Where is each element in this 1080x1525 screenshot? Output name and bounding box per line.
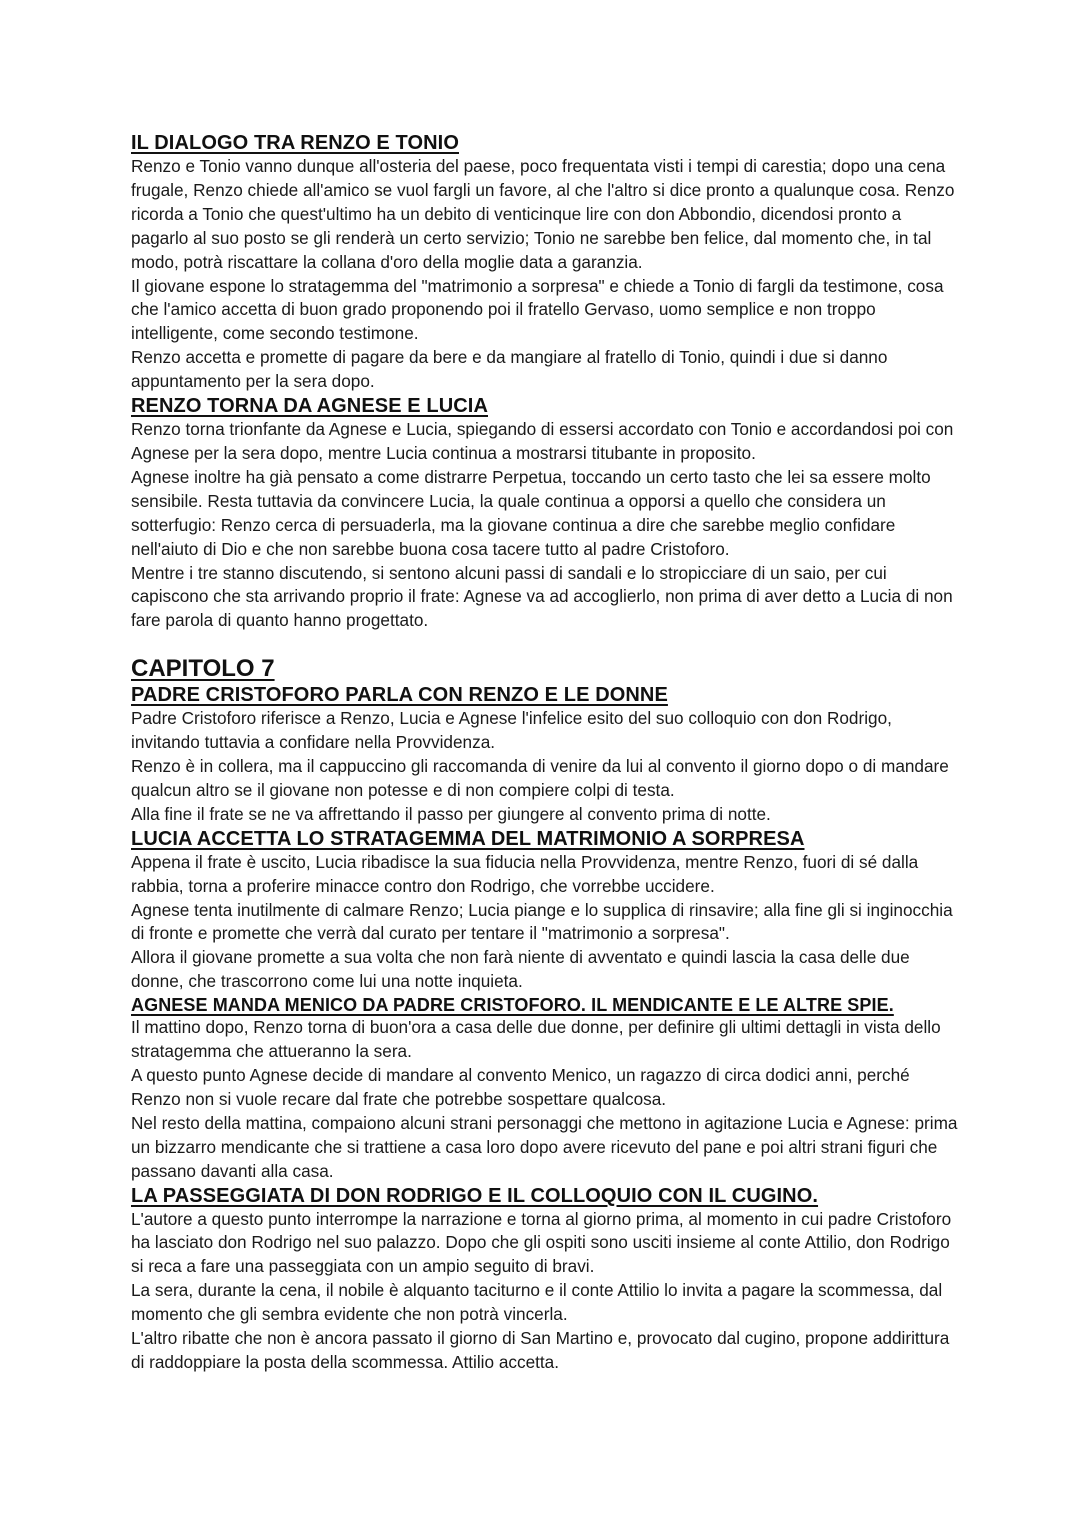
- paragraph: Nel resto della mattina, compaiono alcuni strani personaggi che mettono in agitazione Lucia e Agnese: prima un bizzarro mendicante che si trattiene a casa loro dopo avere ricevuto del pane e poi altri strani figuri che passano davanti alla casa.: [131, 1112, 958, 1181]
- section-heading-passeggiata: LA PASSEGGIATA DI DON RODRIGO E IL COLLOQUIO CON IL CUGINO.: [131, 1184, 819, 1207]
- section-heading-padre-cristoforo: PADRE CRISTOFORO PARLA CON RENZO E LE DONNE: [131, 684, 668, 707]
- paragraph: Renzo e Tonio vanno dunque all'osteria del paese, poco frequentata visti i tempi di carestia; dopo una cena frugale, Renzo chiede all'amico se vuol fargli un favore, al che l'altro si dice pronto a qualunque cosa. Renzo ricorda a Tonio che quest'ultimo ha un debito di venticinque lire con don Abbondio, dicendosi pronto a pagarlo al suo posto se gli renderà un certo servizio; Tonio ne sarebbe ben felice, dal momento che, in tal modo, potrà riscattare la collana d'oro della moglie data a garanzia.: [131, 156, 955, 272]
- paragraph: L'autore a questo punto interrompe la narrazione e torna al giorno prima, al momento in cui padre Cristoforo ha lasciato don Rodrigo nel suo palazzo. Dopo che gli ospiti sono usciti insieme al conte Attilio, don Rodrigo si reca a fare una passeggiata con un ampio seguito di bravi.: [131, 1208, 952, 1277]
- paragraph: Il mattino dopo, Renzo torna di buon'ora a casa delle due donne, per definire gli ultimi dettagli in vista dello stratagemma che attueranno la sera.: [131, 1017, 941, 1062]
- section-heading-renzo-torna: RENZO TORNA DA AGNESE E LUCIA: [131, 395, 488, 418]
- paragraph: La sera, durante la cena, il nobile è alquanto taciturno e il conte Attilio lo invita a pagare la scommessa, dal momento che gli sembra evidente che non potrà vincerla.: [131, 1280, 943, 1325]
- paragraph: L'altro ribatte che non è ancora passato il giorno di San Martino e, provocato dal cugino, propone addirittura di raddoppiare la posta della scommessa. Attilio accetta.: [131, 1328, 950, 1372]
- chapter-title: CAPITOLO 7: [131, 655, 275, 683]
- paragraph: Renzo torna trionfante da Agnese e Lucia, spiegando di essersi accordato con Tonio e accordandosi poi con Agnese per la sera dopo, mentre Lucia continua a mostrarsi titubante in proposito.: [131, 419, 954, 463]
- section-heading-agnese-menico: AGNESE MANDA MENICO DA PADRE CRISTOFORO. IL MENDICANTE E LE ALTRE SPIE.: [131, 995, 894, 1016]
- paragraph: Agnese tenta inutilmente di calmare Renzo; Lucia piange e lo supplica di rinsavire; alla fine gli si inginocchia di fronte e promette che verrà dal curato per tentare il "matrimonio a sorpresa".: [131, 899, 953, 944]
- paragraph: Renzo è in collera, ma il cappuccino gli raccomanda di venire da lui al convento il giorno dopo o di mandare qualcun altro se il giovane non potesse e di non compiere colpi di testa.: [131, 756, 949, 800]
- paragraph: A questo punto Agnese decide di mandare al convento Menico, un ragazzo di circa dodici anni, perché Renzo non si vuole recare dal frate che potrebbe sospettare qualcosa.: [131, 1065, 910, 1109]
- paragraph: Allora il giovane promette a sua volta che non farà niente di avventato e quindi lascia la casa delle due donne, che trascorrono come lui una notte inquieta.: [131, 947, 910, 992]
- document-page: [131, 131, 961, 1375]
- section-heading-dialogo: IL DIALOGO TRA RENZO E TONIO: [131, 132, 459, 154]
- section-spacer: [131, 633, 961, 655]
- section-heading-lucia-accetta: LUCIA ACCETTA LO STRATAGEMMA DEL MATRIMONIO A SORPRESA: [131, 827, 805, 850]
- paragraph: Alla fine il frate se ne va affrettando il passo per giungere al convento prima di notte.: [131, 803, 771, 824]
- paragraph: Il giovane espone lo stratagemma del "matrimonio a sorpresa" e chiede a Tonio di fargli da testimone, cosa che l'amico accetta di buon grado proponendo poi il fratello Gervaso, uomo semplice e non troppo intelligente, come secondo testimone.: [131, 275, 944, 344]
- paragraph: Padre Cristoforo riferisce a Renzo, Lucia e Agnese l'infelice esito del suo colloquio con don Rodrigo, invitando tuttavia a confidare nella Provvidenza.: [131, 708, 892, 753]
- paragraph: Agnese inoltre ha già pensato a come distrarre Perpetua, toccando un certo tasto che lei sa essere molto sensibile. Resta tuttavia da convincere Lucia, la quale continua a opporsi a quello che considera un sotterfugio: Renzo cerca di persuaderla, ma la giovane continua a dire che sarebbe meglio confidare nell'aiuto di Dio e che non sarebbe buona cosa tacere tutto al padre Cristoforo.: [131, 466, 931, 559]
- paragraph: Appena il frate è uscito, Lucia ribadisce la sua fiducia nella Provvidenza, mentre Renzo, fuori di sé dalla rabbia, torna a proferire minacce contro don Rodrigo, che vorrebbe uccidere.: [131, 851, 919, 896]
- paragraph: Mentre i tre stanno discutendo, si sentono alcuni passi di sandali e lo stropicciare di un saio, per cui capiscono che sta arrivando proprio il frate: Agnese va ad accoglierlo, non prima di aver detto a Lucia di non fare parola di quanto hanno progettato.: [131, 562, 953, 631]
- paragraph: Renzo accetta e promette di pagare da bere e da mangiare al fratello di Tonio, quindi i due si danno appuntamento per la sera dopo.: [131, 347, 888, 392]
